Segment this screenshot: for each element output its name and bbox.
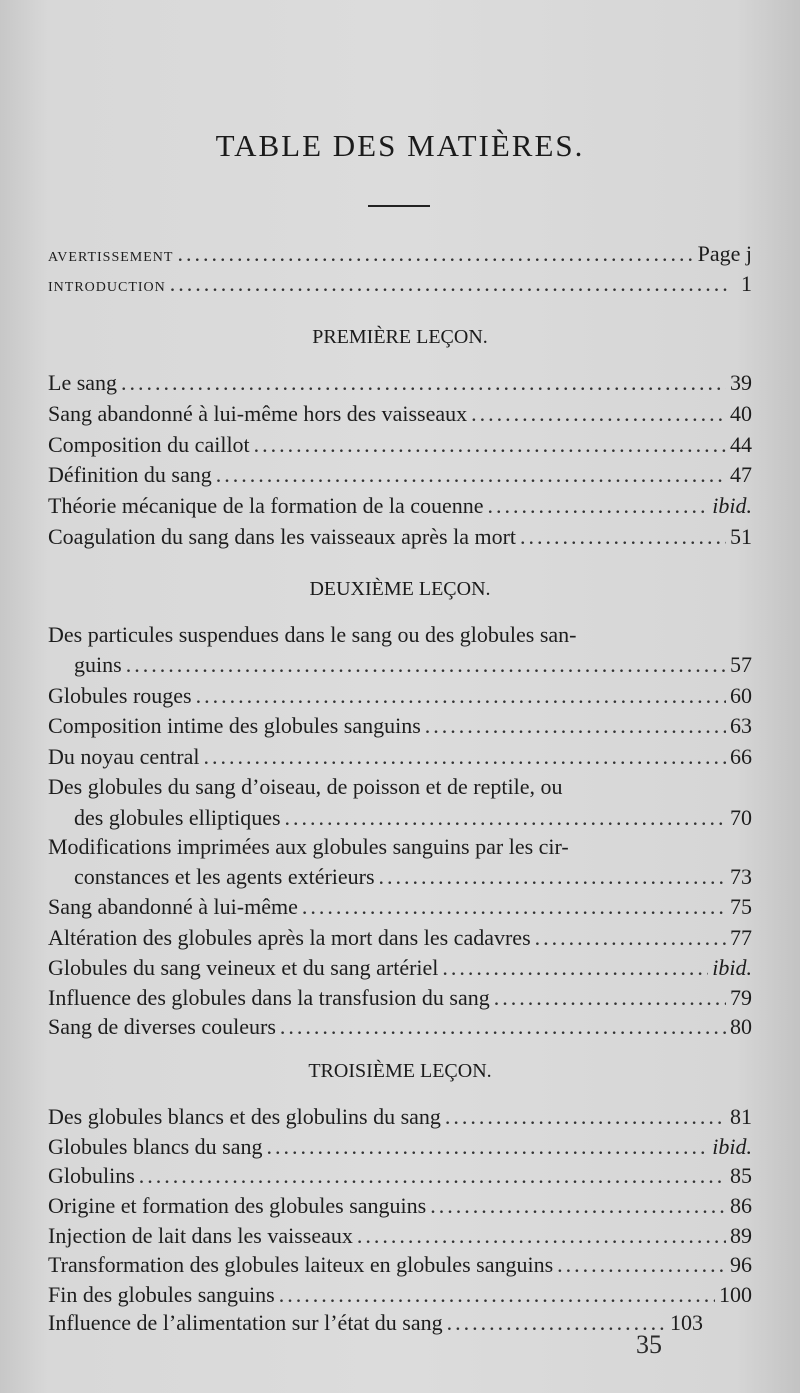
leader-dots xyxy=(442,955,708,981)
leader-dots xyxy=(535,925,726,951)
toc-entry-label: Composition du caillot xyxy=(48,432,250,457)
leader-dots xyxy=(425,713,726,739)
toc-entry[interactable] xyxy=(48,1134,752,1165)
section-heading-troisieme: TROISIÈME LEÇON. xyxy=(308,1060,492,1082)
leader-dots xyxy=(430,1193,726,1219)
toc-entry-label: Influence des globules dans la transfusion du sang xyxy=(48,985,490,1010)
toc-entry-page: 63 xyxy=(730,713,752,738)
toc-entry[interactable] xyxy=(48,370,752,401)
toc-entry[interactable] xyxy=(74,805,752,836)
leader-dots xyxy=(520,524,726,550)
toc-entry[interactable] xyxy=(48,493,752,524)
toc-entry-label: Globules blancs du sang xyxy=(48,1134,263,1159)
toc-entry-label: Influence de l’alimentation sur l’état du sang xyxy=(48,1310,443,1335)
toc-entry-page: 70 xyxy=(730,805,752,830)
toc-entry-label: Origine et formation des globules sanguins xyxy=(48,1193,427,1218)
toc-entry[interactable] xyxy=(48,925,752,956)
toc-entry-label: Altération des globules après la mort dans les cadavres xyxy=(48,925,531,950)
toc-entry-page: 1 xyxy=(741,271,752,296)
toc-entry-label: AVERTISSEMENT xyxy=(48,250,174,265)
leader-dots xyxy=(471,401,726,427)
toc-entry-avertissement[interactable] xyxy=(48,241,752,272)
toc-entry-page: 39 xyxy=(730,370,752,395)
leader-dots xyxy=(266,1134,708,1160)
toc-entry-page: 81 xyxy=(730,1104,752,1129)
toc-entry[interactable] xyxy=(48,401,752,432)
leader-dots xyxy=(170,271,728,297)
toc-entry-label-continued: constances et les agents extérieurs xyxy=(74,864,375,889)
toc-entry-label: Transformation des globules laiteux en globules sanguins xyxy=(48,1252,554,1277)
toc-entry-label: Injection de lait dans les vaisseaux xyxy=(48,1223,353,1248)
leader-dots xyxy=(279,1282,715,1308)
toc-entry-page: 47 xyxy=(730,462,752,487)
toc-entry[interactable] xyxy=(48,462,752,493)
toc-entry-label-first-line: Des particules suspendues dans le sang ou des globules san- xyxy=(48,622,577,647)
toc-entry-label: Des globules blancs et des globulins du sang xyxy=(48,1104,441,1129)
toc-entry-page: 57 xyxy=(730,652,752,677)
section-heading-deuxieme: DEUXIÈME LEÇON. xyxy=(309,578,491,600)
leader-dots xyxy=(447,1310,666,1336)
toc-entry-label: Sang abandonné à lui-même xyxy=(48,894,298,919)
toc-entry-label: Le sang xyxy=(48,370,118,395)
leader-dots xyxy=(139,1163,726,1189)
toc-entry[interactable] xyxy=(48,1193,752,1224)
toc-entry[interactable] xyxy=(48,524,752,555)
leader-dots xyxy=(494,985,726,1011)
leader-dots xyxy=(379,864,726,890)
leader-dots xyxy=(445,1104,726,1130)
toc-entry-label: Définition du sang xyxy=(48,462,212,487)
leader-dots xyxy=(126,652,726,678)
toc-entry-page: 103 xyxy=(670,1310,703,1335)
toc-entry[interactable] xyxy=(48,1163,752,1194)
page-title: TABLE DES MATIÈRES. xyxy=(215,128,585,163)
toc-entry[interactable] xyxy=(48,713,752,744)
toc-entry-label-continued: guins xyxy=(74,652,122,677)
toc-entry[interactable] xyxy=(74,864,752,895)
toc-entry[interactable] xyxy=(48,1310,703,1341)
leader-dots xyxy=(357,1223,726,1249)
toc-entry[interactable] xyxy=(48,955,752,986)
toc-entry-label: Sang de diverses couleurs xyxy=(48,1014,276,1039)
leader-dots xyxy=(204,744,727,770)
toc-entry-page: 80 xyxy=(730,1014,752,1039)
toc-entry-page: 51 xyxy=(730,524,752,549)
toc-entry-label: Théorie mécanique de la formation de la couenne xyxy=(48,493,484,518)
toc-entry-label: Globules rouges xyxy=(48,683,192,708)
toc-entry-label: Fin des globules sanguins xyxy=(48,1282,275,1307)
toc-entry-page: 89 xyxy=(730,1223,752,1248)
toc-entry-label: Globules du sang veineux et du sang artériel xyxy=(48,955,439,980)
toc-entry-page: 79 xyxy=(730,985,752,1010)
toc-entry-page: 73 xyxy=(730,864,752,889)
toc-entry-introduction[interactable] xyxy=(48,271,752,302)
leader-dots xyxy=(216,462,726,488)
toc-entry-page: 75 xyxy=(730,894,752,919)
leader-dots xyxy=(121,370,726,396)
toc-entry-label: Du noyau central xyxy=(48,744,200,769)
toc-entry[interactable] xyxy=(48,432,752,463)
leader-dots xyxy=(280,1014,726,1040)
toc-entry-page: 100 xyxy=(719,1282,752,1307)
toc-entry-label-first-line: Des globules du sang d’oiseau, de poisson et de reptile, ou xyxy=(48,774,563,799)
toc-entry-label: Coagulation du sang dans les vaisseaux après la mort xyxy=(48,524,517,549)
toc-entry[interactable] xyxy=(48,1223,752,1254)
leader-dots xyxy=(557,1252,726,1278)
toc-entry-page: 86 xyxy=(730,1193,752,1218)
toc-entry-label-continued: des globules elliptiques xyxy=(74,805,281,830)
toc-entry-label-first-line: Modifications imprimées aux globules sanguins par les cir- xyxy=(48,834,569,859)
leader-dots xyxy=(177,241,693,267)
leader-dots xyxy=(488,493,709,519)
leader-dots xyxy=(196,683,726,709)
toc-entry-page: 96 xyxy=(730,1252,752,1277)
title-rule xyxy=(368,205,430,207)
toc-entry-page: Page j xyxy=(697,241,752,266)
toc-entry[interactable] xyxy=(48,894,752,925)
toc-entry-label: Sang abandonné à lui-même hors des vaisseaux xyxy=(48,401,468,426)
toc-entry-label: Composition intime des globules sanguins xyxy=(48,713,421,738)
toc-entry-page: 60 xyxy=(730,683,752,708)
page-number: 35 xyxy=(636,1330,662,1359)
leader-dots xyxy=(302,894,726,920)
toc-entry[interactable] xyxy=(48,1252,752,1283)
toc-entry[interactable] xyxy=(48,985,752,1016)
toc-entry-page: ibid. xyxy=(712,493,752,518)
section-heading-premiere: PREMIÈRE LEÇON. xyxy=(312,326,488,348)
toc-entry-label: Globulins xyxy=(48,1163,135,1188)
toc-entry[interactable] xyxy=(48,683,752,714)
toc-entry-page: ibid. xyxy=(712,1134,752,1159)
toc-entry-page: 85 xyxy=(730,1163,752,1188)
toc-entry-page: ibid. xyxy=(712,955,752,980)
toc-entry[interactable] xyxy=(48,1282,752,1313)
toc-entry-label: INTRODUCTION xyxy=(48,280,166,295)
toc-entry-page: 44 xyxy=(730,432,752,457)
leader-dots xyxy=(254,432,726,458)
toc-entry[interactable] xyxy=(74,652,752,683)
toc-entry[interactable] xyxy=(48,744,752,775)
leader-dots xyxy=(285,805,726,831)
toc-entry-page: 40 xyxy=(730,401,752,426)
toc-entry-page: 66 xyxy=(730,744,752,769)
toc-entry[interactable] xyxy=(48,1014,752,1045)
toc-entry-page: 77 xyxy=(730,925,752,950)
toc-entry[interactable] xyxy=(48,1104,752,1135)
